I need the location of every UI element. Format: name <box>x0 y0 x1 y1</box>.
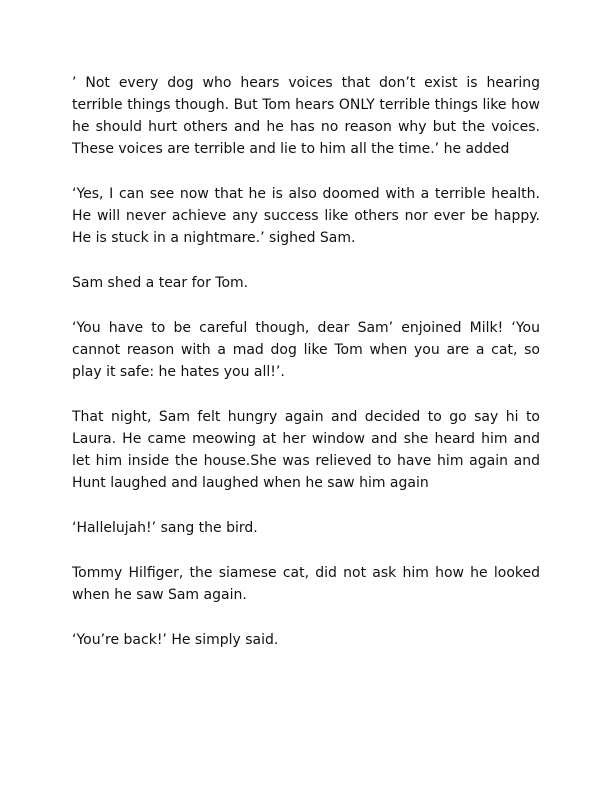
paragraph-that-night: That night, Sam felt hungry again and decided to go say hi to Laura. He came meowing at her window and she heard him and let him inside the house.She was relieved to have him again and Hunt laughed and laughed when he saw him again <box>72 409 540 491</box>
paragraph-hallelujah: ‘Hallelujah!’ sang the bird. <box>72 520 258 536</box>
paragraph-careful: ‘You have to be careful though, dear Sam’ enjoined Milk! ‘You cannot reason with a mad dog like Tom when you are a cat, so play it safe: he hates you all!’. <box>72 320 540 380</box>
paragraph-tear: Sam shed a tear for Tom. <box>72 275 249 291</box>
paragraph-tommy-hilfiger: Tommy Hilfiger, the siamese cat, did not ask him how he looked when he saw Sam again. <box>72 565 540 603</box>
paragraph-voices: ’ Not every dog who hears voices that don’t exist is hearing terrible things though. But Tom hears ONLY terrible things like how he should hurt others and he has no reason why but the voices. These voices are terrible and lie to him all the time.’ he added <box>72 75 540 157</box>
document-page <box>72 72 540 674</box>
paragraph-doomed: ‘Yes, I can see now that he is also doomed with a terrible health. He will never achieve any success like others nor ever be happy. He is stuck in a nightmare.’ sighed Sam. <box>72 186 540 246</box>
paragraph-youre-back: ‘You’re back!’ He simply said. <box>72 632 279 648</box>
